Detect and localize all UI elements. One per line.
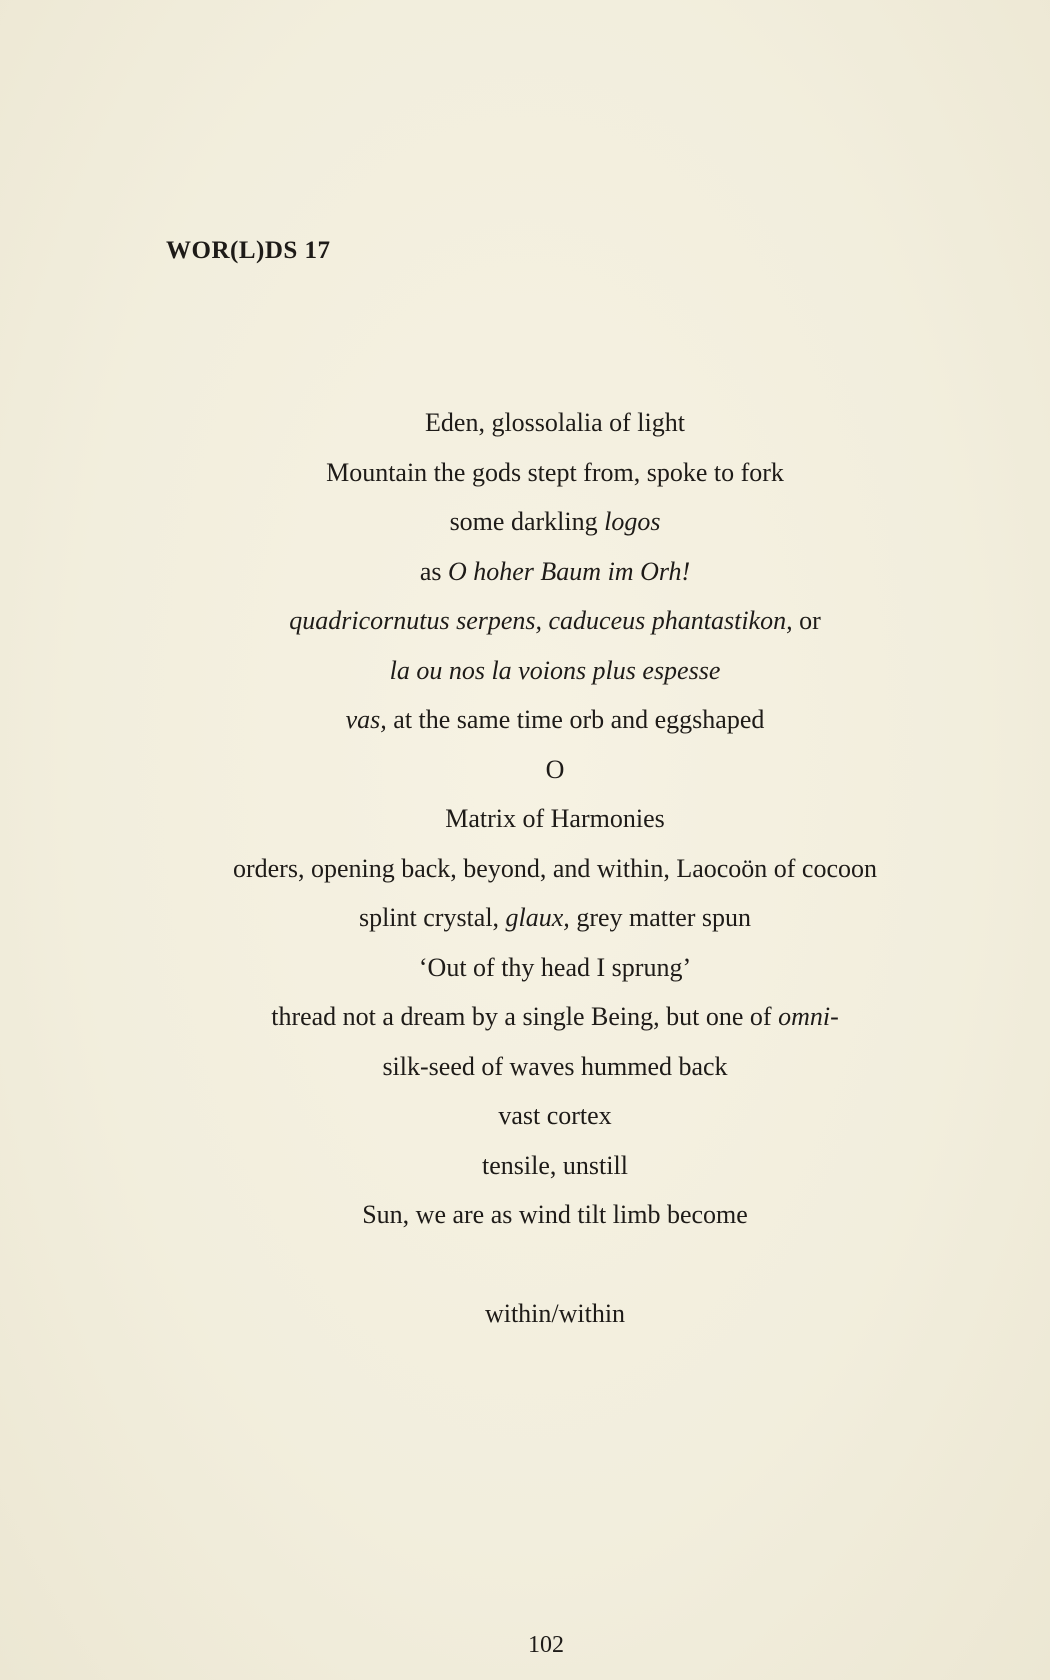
- poem-line-segment: Sun, we are as wind tilt limb become: [362, 1200, 748, 1229]
- poem-line-segment: splint crystal,: [358, 903, 506, 932]
- poem-line: [0, 943, 1050, 993]
- poem-line: [0, 1289, 1050, 1339]
- poem-line-italic-segment: la ou nos la voions plus espesse: [389, 655, 721, 685]
- poem-line-segment: at the same time orb and eggshaped: [386, 705, 765, 734]
- poem-line-segment: some darkling: [449, 507, 605, 536]
- poem-line-italic-segment: omni-: [778, 1002, 839, 1031]
- poem-line-segment: Eden, glossolalia of light: [425, 408, 685, 437]
- poem-line-segment: O: [545, 754, 565, 784]
- poem-line: [0, 1190, 1050, 1240]
- poem-line: [0, 1042, 1050, 1092]
- poem-line: [0, 794, 1050, 844]
- poem-line-italic-segment: vas,: [345, 705, 387, 734]
- poem-line: [0, 448, 1050, 498]
- poem-line: [0, 398, 1050, 448]
- poem-line-segment: Matrix of Harmonies: [445, 804, 665, 833]
- poem-line-italic-segment: quadricornutus serpens, caduceus phantastikon,: [289, 606, 793, 635]
- poem-line-italic-segment: O hoher Baum im Orh!: [447, 556, 691, 586]
- poem-line-segment: Mountain the gods stept from, spoke to fork: [326, 457, 784, 487]
- poem-line-segment: tensile, unstill: [482, 1150, 628, 1180]
- poem-body: [0, 398, 1050, 1339]
- poem-line: [0, 745, 1050, 795]
- poem-line-italic-segment: glaux,: [505, 903, 570, 932]
- poem-line: [0, 646, 1050, 696]
- stanza-break: [0, 1240, 1050, 1290]
- poem-line-segment: or: [792, 606, 821, 635]
- poem-line: [0, 893, 1050, 943]
- poem-line-segment: ‘Out of thy head I sprung’: [418, 952, 692, 982]
- poem-line-segment: vast cortex: [498, 1101, 612, 1130]
- poem-line: [0, 992, 1050, 1042]
- poem-line-segment: within/within: [484, 1299, 626, 1328]
- poem-line-segment: orders, opening back, beyond, and within, Laocoön of cocoon: [232, 853, 878, 883]
- poem-line: [0, 695, 1050, 745]
- poem-line: [0, 1091, 1050, 1141]
- page-number: 102: [528, 1632, 564, 1658]
- poem-line-italic-segment: logos: [604, 507, 661, 536]
- poem-line: [0, 844, 1050, 894]
- poem-line: [0, 1141, 1050, 1191]
- poem-line-segment: as: [419, 556, 448, 586]
- poem-line-segment: grey matter spun: [569, 903, 752, 932]
- poem-line: [0, 497, 1050, 547]
- poem-title: WOR(L)DS 17: [166, 237, 331, 264]
- poem-line: [0, 547, 1050, 597]
- poem-line-segment: silk-seed of waves hummed back: [382, 1051, 728, 1081]
- poem-line-segment: thread not a dream by a single Being, but one of: [271, 1002, 779, 1031]
- poem-line: [0, 596, 1050, 646]
